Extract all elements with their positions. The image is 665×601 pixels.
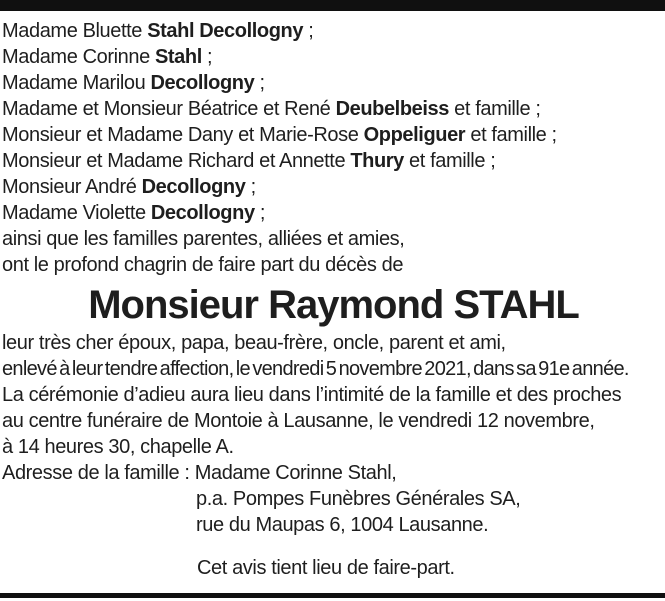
family-line: Madame Violette Decollogny ; — [2, 202, 265, 224]
body-lines — [2, 330, 665, 538]
family-line: Madame Corinne Stahl ; — [2, 46, 213, 68]
body-line: Adresse de la famille : Madame Corinne Stahl, — [2, 462, 397, 484]
family-line: Monsieur et Madame Dany et Marie-Rose Oppeliguer et famille ; — [2, 124, 557, 146]
death-notice — [0, 11, 665, 581]
deceased-name-title: Monsieur Raymond STAHL — [88, 283, 579, 327]
family-line: Madame Bluette Stahl Decollogny ; — [2, 20, 314, 42]
family-lines — [2, 18, 665, 278]
family-line: Monsieur André Decollogny ; — [2, 176, 256, 198]
body-line: leur très cher époux, papa, beau-frère, oncle, parent et ami, — [2, 332, 506, 354]
family-line: Monsieur et Madame Richard et Annette Thury et famille ; — [2, 150, 496, 172]
family-line: ont le profond chagrin de faire part du décès de — [2, 254, 404, 276]
body-line: p.a. Pompes Funèbres Générales SA, — [196, 488, 521, 510]
family-line: Madame et Monsieur Béatrice et René Deubelbeiss et famille ; — [2, 98, 541, 120]
closing-line: Cet avis tient lieu de faire-part. — [197, 557, 455, 579]
body-line: La cérémonie d’adieu aura lieu dans l’intimité de la famille et des proches — [2, 384, 622, 406]
body-line: rue du Maupas 6, 1004 Lausanne. — [196, 514, 489, 536]
family-line: ainsi que les familles parentes, alliées et amies, — [2, 228, 405, 250]
family-line: Madame Marilou Decollogny ; — [2, 72, 265, 94]
body-line: enlevé à leur tendre affection, le vendredi 5 novembre 2021, dans sa 91e année. — [2, 358, 629, 380]
top-border-bar — [0, 0, 665, 11]
body-line: au centre funéraire de Montoie à Lausanne, le vendredi 12 novembre, — [2, 410, 595, 432]
body-line: à 14 heures 30, chapelle A. — [2, 436, 234, 458]
bottom-border-bar — [0, 593, 665, 598]
